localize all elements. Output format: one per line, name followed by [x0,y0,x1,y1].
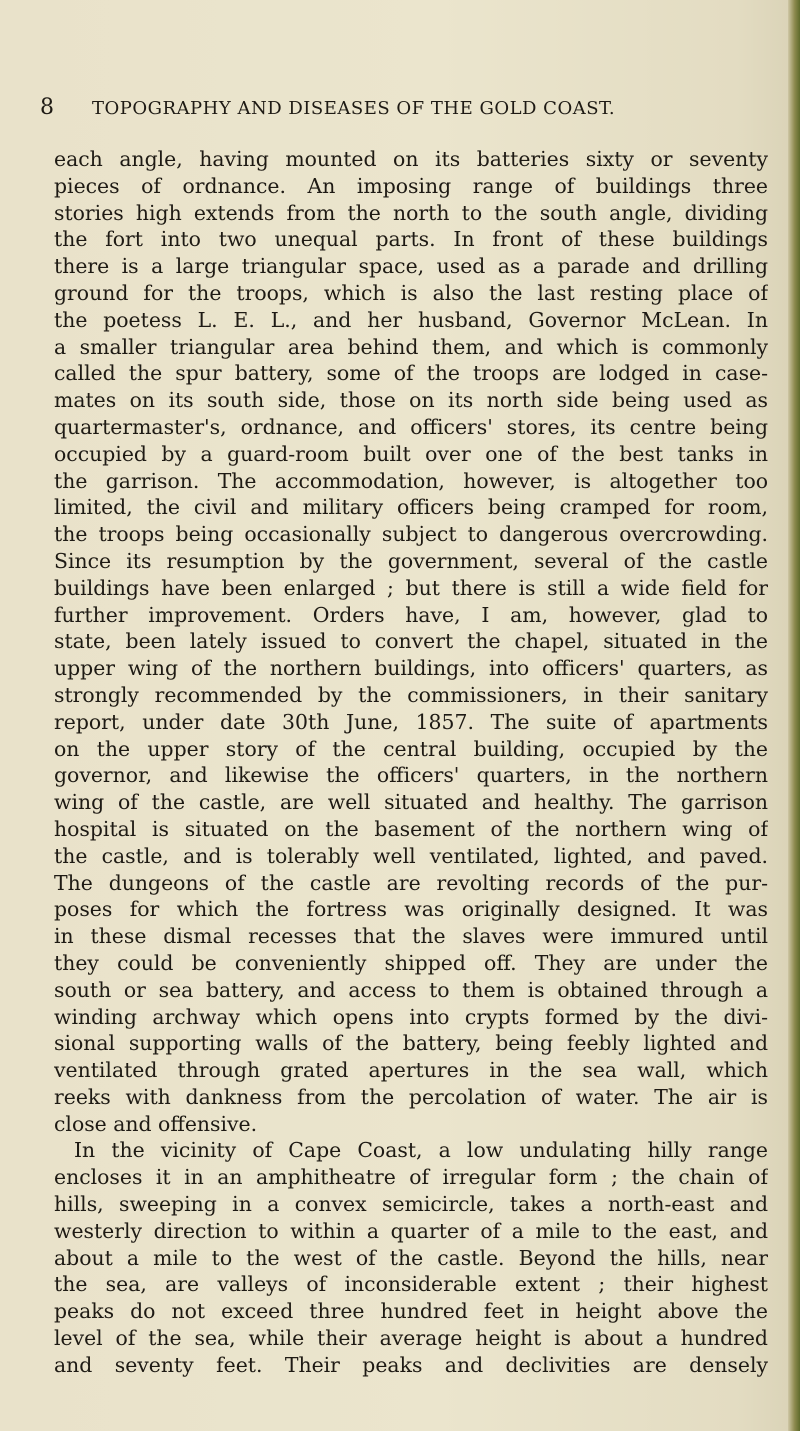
text-line: the sea, are valleys of inconsiderable extent ; their highest [54,1272,768,1297]
text-line: encloses it in an amphitheatre of irregular form ; the chain of [54,1165,768,1190]
text-line: ground for the troops, which is also the last resting place of [54,280,768,305]
text-line: strongly recommended by the commissioners, in their sanitary [54,682,768,707]
text-line: peaks do not exceed three hundred feet in height above the [54,1299,768,1324]
text-line: In the vicinity of Cape Coast, a low undulating hilly range [74,1138,768,1163]
text-line: The dungeons of the castle are revolting records of the pur- [54,870,768,895]
text-line: ventilated through grated apertures in the sea wall, which [54,1058,768,1083]
text-line: upper wing of the northern buildings, into officers' quarters, as [54,656,768,681]
text-line: stories high extends from the north to the south angle, dividing [54,200,768,225]
text-line: the fort into two unequal parts. In front of these buildings [54,227,768,252]
text-line: level of the sea, while their average height is about a hundred [54,1326,768,1351]
text-line: poses for which the fortress was originally designed. It was [54,897,768,922]
text-line: the garrison. The accommodation, however, is altogether too [54,468,768,493]
text-line: the castle, and is tolerably well ventilated, lighted, and paved. [54,843,768,868]
text-line: limited, the civil and military officers being cramped for room, [54,495,768,520]
text-line: buildings have been enlarged ; but there is still a wide field for [54,575,768,600]
text-line: pieces of ordnance. An imposing range of buildings three [54,173,768,198]
text-line: close and offensive. [54,1111,258,1136]
page-edge-shadow [788,0,800,1431]
text-line: hospital is situated on the basement of the northern wing of [54,816,768,841]
text-line: a smaller triangular area behind them, and which is commonly [54,334,768,359]
text-line: there is a large triangular space, used as a parade and drilling [54,254,768,279]
text-line: Since its resumption by the government, several of the castle [54,548,768,573]
text-line: quartermaster's, ordnance, and officers' stores, its centre being [54,414,768,439]
paragraph [54,146,768,1137]
text-line: in these dismal recesses that the slaves were immured until [54,924,768,949]
text-line: occupied by a guard-room built over one of the best tanks in [54,441,768,466]
text-line: further improvement. Orders have, I am, however, glad to [54,602,768,627]
text-line: report, under date 30th June, 1857. The suite of apartments [54,709,768,734]
text-line: westerly direction to within a quarter of a mile to the east, and [54,1218,768,1243]
text-line: and seventy feet. Their peaks and declivities are densely [54,1352,768,1377]
text-line: state, been lately issued to convert the chapel, situated in the [54,629,768,654]
text-line: about a mile to the west of the castle. Beyond the hills, near [54,1245,768,1270]
text-line: hills, sweeping in a convex semicircle, takes a north-east and [54,1192,768,1217]
text-line: sional supporting walls of the battery, being feebly lighted and [54,1031,768,1056]
text-line: the poetess L. E. L., and her husband, Governor McLean. In [54,307,768,332]
body-text [54,146,768,1379]
paragraph [54,1137,768,1378]
text-line: the troops being occasionally subject to dangerous overcrowding. [54,522,768,547]
text-line: mates on its south side, those on its north side being used as [54,388,768,413]
text-line: they could be conveniently shipped off. They are under the [54,950,768,975]
text-line: winding archway which opens into crypts formed by the divi- [54,1004,768,1029]
text-line: reeks with dankness from the percolation of water. The air is [54,1084,768,1109]
text-line: south or sea battery, and access to them is obtained through a [54,977,768,1002]
text-line: governor, and likewise the officers' quarters, in the northern [54,763,768,788]
text-line: each angle, having mounted on its batteries sixty or seventy [54,147,768,171]
page-header [40,94,760,124]
text-line: called the spur battery, some of the troops are lodged in case- [54,361,768,386]
text-line: wing of the castle, are well situated and healthy. The garrison [54,790,768,815]
text-line: on the upper story of the central building, occupied by the [54,736,768,761]
page-number: 8 [40,95,54,120]
running-head: TOPOGRAPHY AND DISEASES OF THE GOLD COAST. [92,98,616,119]
